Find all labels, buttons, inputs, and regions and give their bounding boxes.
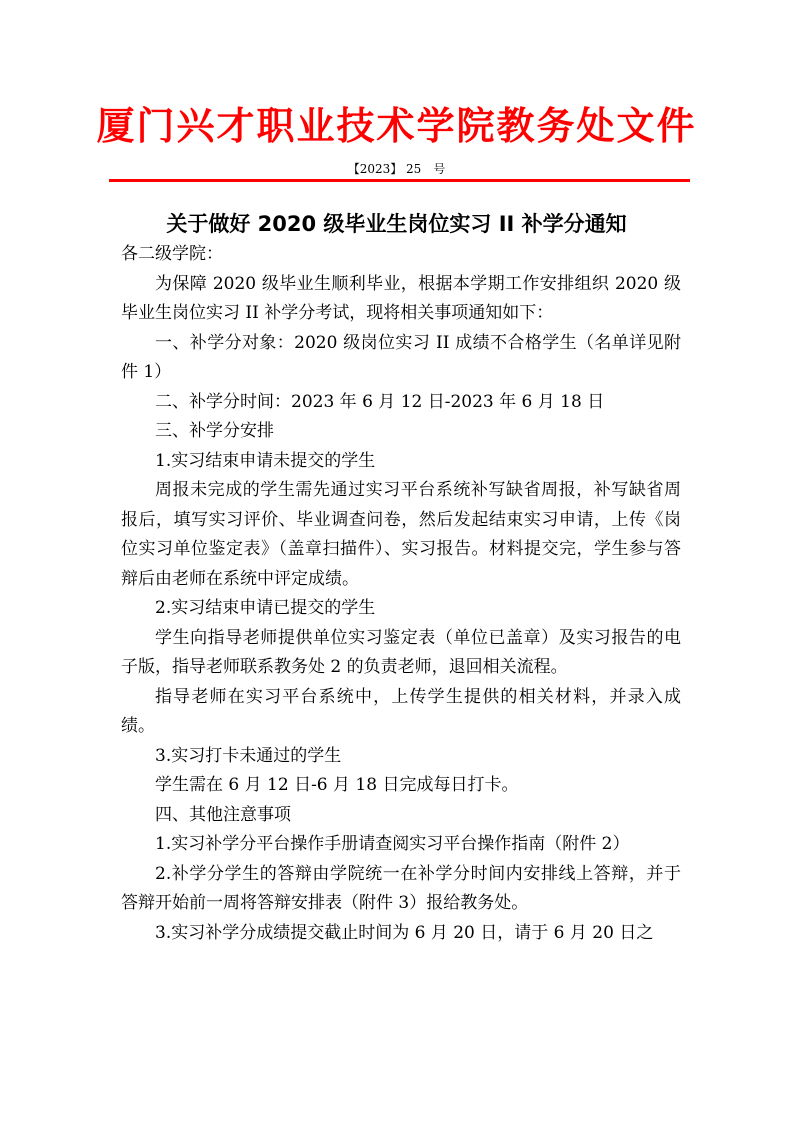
body-paragraph: 二、补学分时间：2023 年 6 月 12 日-2023 年 6 月 18 日 [155, 391, 605, 412]
body-paragraph: 1.实习补学分平台操作手册请查阅实习平台操作指南（附件 2） [155, 834, 630, 854]
body-paragraph: 学生向指导老师提供单位实习鉴定表（单位已盖章）及实习报告的电子版，指导老师联系教务处 2 的负责老师，退回相关流程。 [121, 627, 681, 677]
body-paragraph: 3.实习补学分成绩提交截止时间为 6 月 20 日，请于 6 月 20 日之 [155, 922, 654, 943]
body-paragraph: 学生需在 6 月 12 日-6 月 18 日完成每日打卡。 [155, 775, 519, 795]
body-paragraph: 为保障 2020 级毕业生顺利毕业，根据本学期工作安排组织 2020 级毕业生岗位实习 II 补学分考试，现将相关事项通知如下： [121, 273, 681, 323]
document-number: 【2023】 25 号 [347, 162, 446, 176]
body-paragraph: 各二级学院： [121, 244, 223, 264]
body-paragraph: 一、补学分对象：2020 级岗位实习 II 成绩不合格学生（名单详见附件 1） [121, 332, 681, 382]
notice-body [121, 240, 681, 948]
body-paragraph: 指导老师在实习平台系统中，上传学生提供的相关材料，并录入成绩。 [121, 686, 681, 736]
body-paragraph: 2.补学分学生的答辩由学院统一在补学分时间内安排线上答辩，并于答辩开始前一周将答辩安排表（附件 3）报给教务处。 [121, 863, 681, 913]
red-divider-line [109, 179, 690, 182]
section-heading: 三、补学分安排 [155, 421, 274, 441]
notice-title: 关于做好 2020 级毕业生岗位实习 II 补学分通知 [166, 212, 627, 236]
body-paragraph: 周报未完成的学生需先通过实习平台系统补写缺省周报，补写缺省周报后，填写实习评价、毕业调查问卷，然后发起结束实习申请，上传《岗位实习单位鉴定表》（盖章扫描件）、实习报告。材料提交完，学生参与答辩后由老师在系统中评定成绩。 [121, 480, 681, 589]
subsection-heading: 2.实习结束申请已提交的学生 [155, 598, 376, 618]
subsection-heading: 1.实习结束申请未提交的学生 [155, 450, 376, 471]
section-heading: 四、其他注意事项 [155, 804, 291, 825]
document-header-title: 厦门兴才职业技术学院教务处文件 [96, 103, 697, 148]
subsection-heading: 3.实习打卡未通过的学生 [155, 745, 342, 766]
